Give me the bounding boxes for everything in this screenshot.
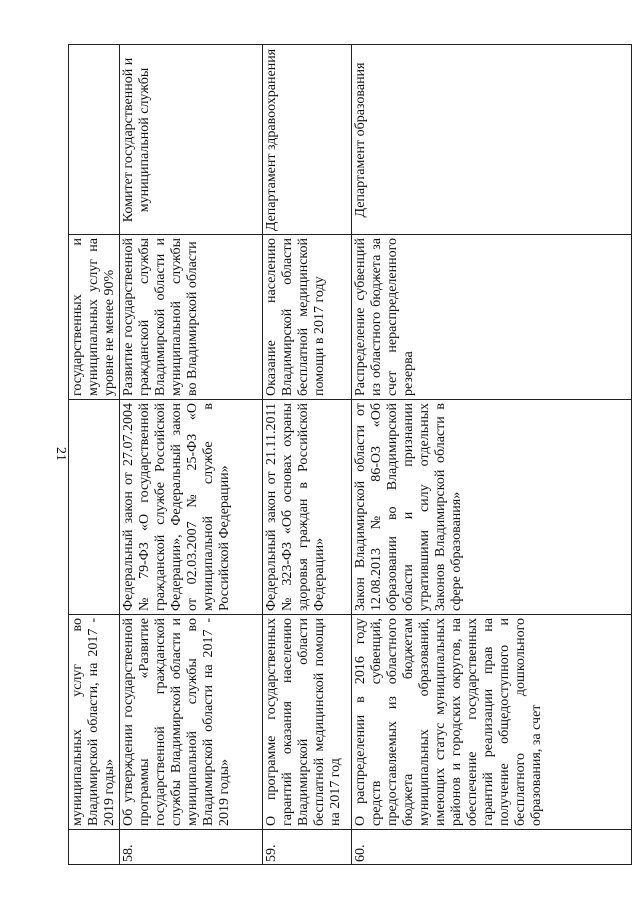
rotated-page: [68, 45, 623, 865]
legal-acts-table: [68, 44, 632, 865]
cell-title: О распределении в 2016 году средств субвенций, предоставляемых из областного бюджета бюджетам муниципальных образований, имеющих статус муниципальных районов и городских округов, на обеспечение государственных гарантий реализации прав на получение общедоступного и бесплатного дошкольного образования, за счет: [352, 615, 632, 830]
cell-department: Департамент образования: [352, 45, 632, 235]
cell-department: Департамент здравоохранения: [263, 45, 352, 235]
cell-purpose: Оказание населению Владимирской области бесплатной медицинской помощи в 2017 году: [263, 235, 352, 400]
cell-number: [69, 830, 120, 865]
table-row: [263, 45, 352, 865]
table-row: [120, 45, 263, 865]
cell-purpose: Развитие государственной гражданской службы Владимирской области и муниципальной службы во Владимирской области: [120, 235, 263, 400]
page-number: 21: [53, 447, 68, 461]
table-row: [352, 45, 632, 865]
cell-department: [69, 45, 120, 235]
cell-title: Об утверждении государственной программы «Развитие государственной гражданской службы Владимирской области и муниципальной службы во Владимирской области на 2017 - 2019 годы»: [120, 615, 263, 830]
cell-number: 58.: [120, 830, 263, 865]
cell-number: 59.: [263, 830, 352, 865]
cell-purpose: Распределение субвенций из областного бюджета за счет нераспределенного резерва: [352, 235, 632, 400]
cell-legal-basis: [69, 400, 120, 615]
cell-number: 60.: [352, 830, 632, 865]
cell-legal-basis: Федеральный закон от 21.11.2011 № 323-ФЗ «Об основах охраны здоровья граждан в Российской Федерации»: [263, 400, 352, 615]
cell-title: муниципальных услуг во Владимирской области, на 2017 - 2019 годы»: [69, 615, 120, 830]
cell-legal-basis: Федеральный закон от 27.07.2004 № 79-ФЗ «О государственной гражданской службе Российской Федерации», Федеральный закон от 02.03.2007 № 25-ФЗ «О муниципальной службе в Российской Федерации»: [120, 400, 263, 615]
cell-department: Комитет государственной и муниципальной службы: [120, 45, 263, 235]
table-row-continuation: [69, 45, 120, 865]
cell-purpose: государственных и муниципальных услуг на уровне не менее 90%: [69, 235, 120, 400]
cell-title: О программе государственных гарантий оказания населению Владимирской области бесплатной медицинской помощи на 2017 год: [263, 615, 352, 830]
cell-legal-basis: Закон Владимирской области от 12.08.2013 № 86-ОЗ «Об образовании во Владимирской области и признании утратившими силу отдельных Законов Владимирской области в сфере образования»: [352, 400, 632, 615]
